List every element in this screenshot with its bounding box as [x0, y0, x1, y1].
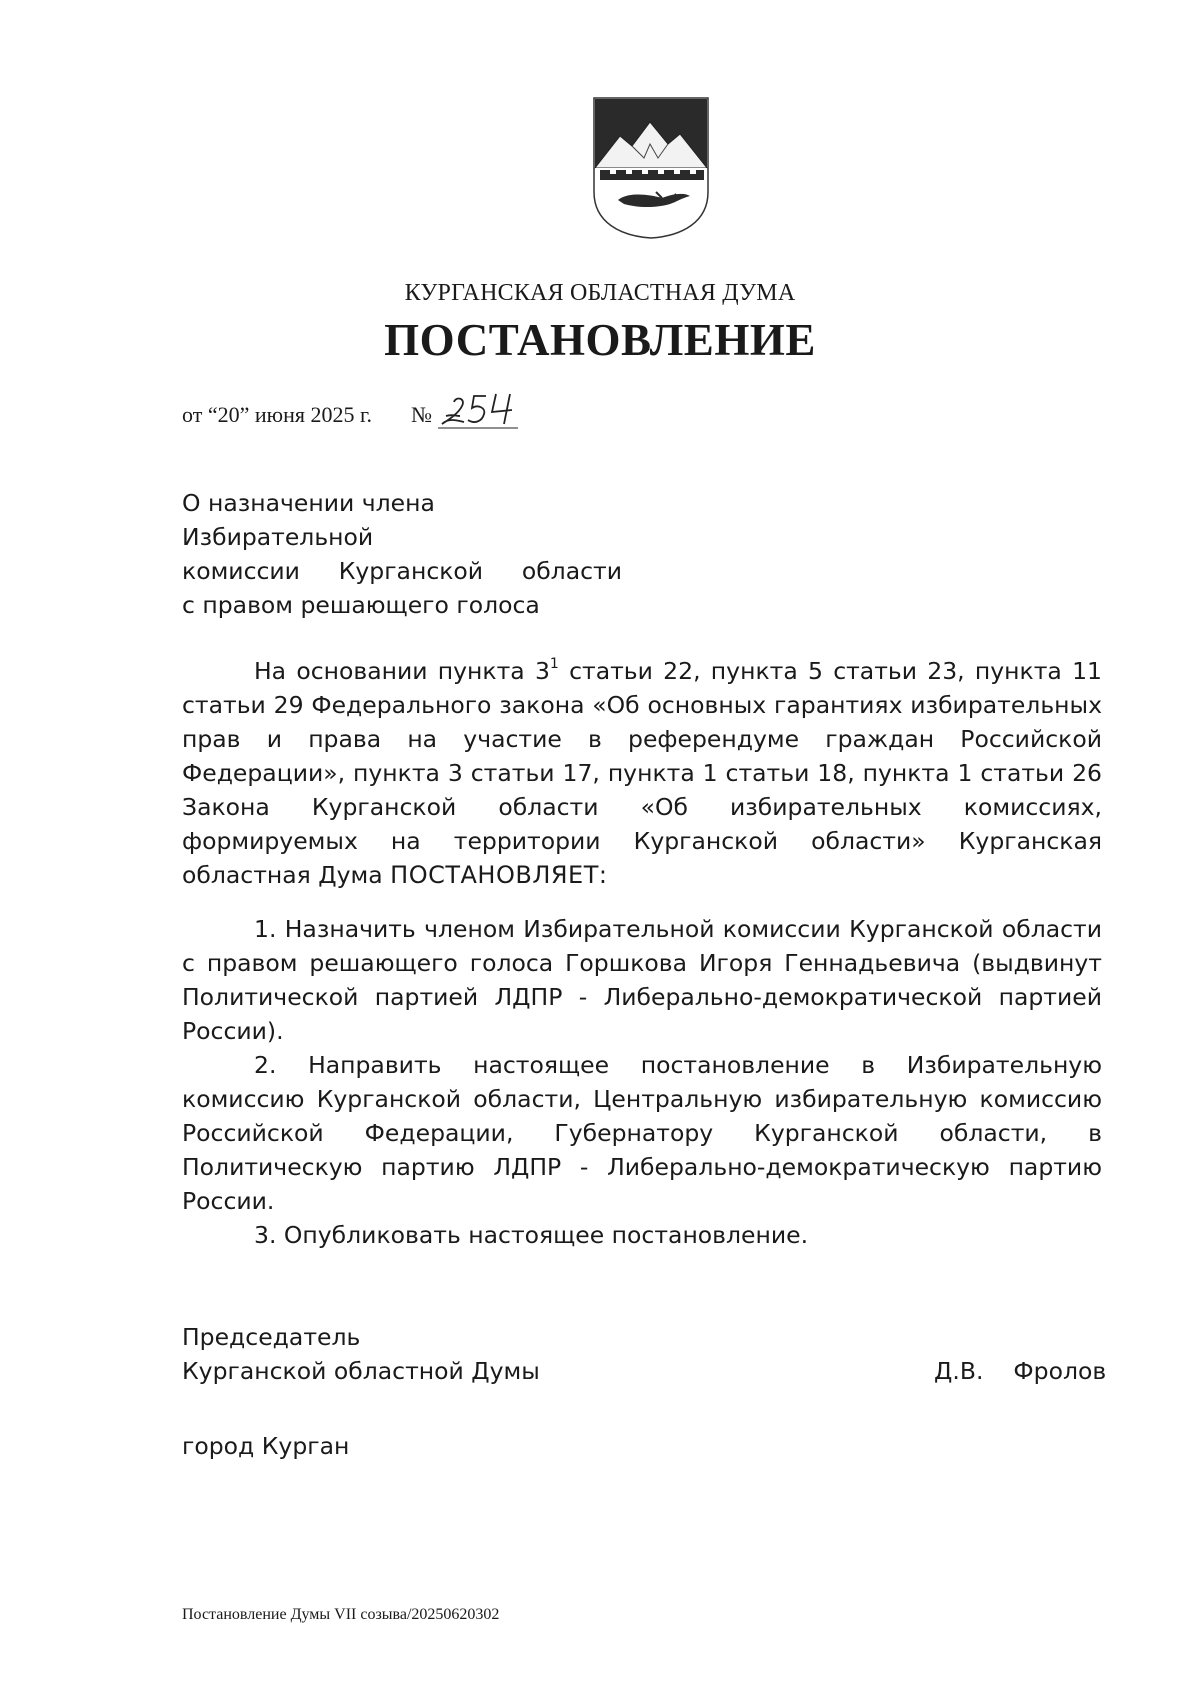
subject-line: с правом решающего голоса [182, 591, 540, 619]
signatory-title-line: Председатель [182, 1323, 361, 1351]
resolution-item: 2. Направить настоящее постановление в Избирательную комиссию Курганской области, Центральную избирательную комиссию Российской Федерации, Губернатору Курганской области, в Политическую партию ЛДПР - Либерально-демократическую партию России. [182, 1051, 1102, 1215]
resolution-item: 1. Назначить членом Избирательной комиссии Курганской области с правом решающего голоса Горшкова Игоря Геннадьевича (выдвинут Политической партией ЛДПР - Либерально-демократической партией России). [182, 915, 1102, 1045]
document-type-title: ПОСТАНОВЛЕНИЕ [384, 315, 816, 365]
superscript: 1 [549, 656, 559, 673]
signatory-name [934, 1354, 1106, 1388]
document-footer: Постановление Думы VII созыва/20250620302 [182, 1606, 500, 1623]
subject-line: комиссии Курганской области [182, 557, 622, 585]
document-subject [182, 486, 622, 622]
handwritten-number [438, 398, 520, 428]
subject-line: О назначении члена Избирательной [182, 489, 435, 551]
coat-of-arms-icon [592, 96, 710, 240]
signatory-title [182, 1320, 540, 1388]
city-name: город Курган [182, 1432, 350, 1460]
organization-name: КУРГАНСКАЯ ОБЛАСТНАЯ ДУМА [404, 280, 796, 306]
date-prefix: от [182, 402, 203, 427]
decree-word: ПОСТАНОВЛЯЕТ: [390, 861, 608, 889]
preamble-paragraph: На основании пункта $3^1$ статьи 22, пункта 5 статьи 23, пункта 11 статьи 29 Федерального закона «Об основных гарантиях избирательных прав и права на участие в референдуме граждан Российской Федерации», пункта 3 статьи 17, пункта 1 статьи 18, пункта 1 статьи 26 Закона Курганской области «Об избирательных комиссиях, формируемых на территории Курганской области» Курганская областная Дума ПОСТАНОВЛЯЕТ: [182, 656, 1102, 889]
signatory-initials: Д.В. [934, 1357, 984, 1385]
number-label: № [411, 402, 433, 427]
document-body [182, 654, 1102, 1252]
resolution-item: 3. Опубликовать настоящее постановление. [254, 1221, 809, 1249]
date-number-line [182, 398, 520, 428]
document-date: “20” июня 2025 г. [207, 402, 373, 427]
signatory-surname: Фролов [1013, 1357, 1107, 1385]
signatory-title-line: Курганской областной Думы [182, 1357, 540, 1385]
